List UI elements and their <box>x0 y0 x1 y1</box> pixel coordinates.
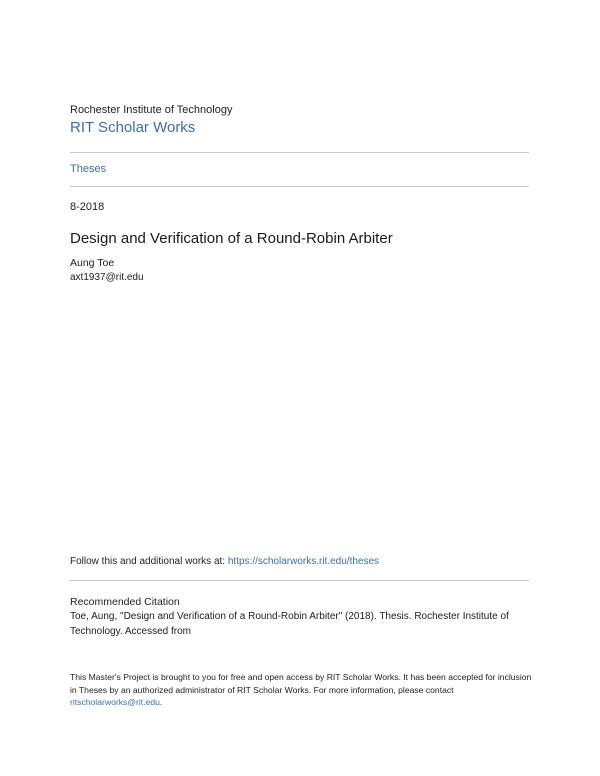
publication-date: 8-2018 <box>70 201 105 213</box>
institution-name: Rochester Institute of Technology <box>70 104 233 116</box>
divider-citation <box>70 580 529 581</box>
follow-line <box>70 556 379 567</box>
document-title: Design and Verification of a Round-Robin Arbiter <box>70 230 393 247</box>
divider-top <box>70 152 529 153</box>
follow-prefix: Follow this and additional works at: <box>70 556 228 567</box>
citation-heading: Recommended Citation <box>70 596 180 608</box>
divider-series <box>70 186 529 187</box>
notice-text: This Master's Project is brought to you for free and open access by RIT Scholar Works. It has been accepted for inclusion in Theses by an authorized administrator of RIT Scholar Works. For more information, please contact <box>70 672 532 695</box>
author-name: Aung Toe <box>70 257 115 269</box>
theses-url-link[interactable]: https://scholarworks.rit.edu/theses <box>227 556 380 567</box>
contact-email-link[interactable]: ritscholarworks@rit.edu <box>70 697 160 707</box>
citation-text: Toe, Aung, "Design and Verification of a Round-Robin Arbiter" (2018). Thesis. Rochester Institute of Technology. Accessed from <box>70 611 509 637</box>
notice-end: . <box>159 697 163 707</box>
author-email: axt1937@rit.edu <box>70 272 144 283</box>
repository-link[interactable]: RIT Scholar Works <box>70 119 196 136</box>
access-notice <box>70 671 532 709</box>
series-link[interactable]: Theses <box>70 163 107 175</box>
